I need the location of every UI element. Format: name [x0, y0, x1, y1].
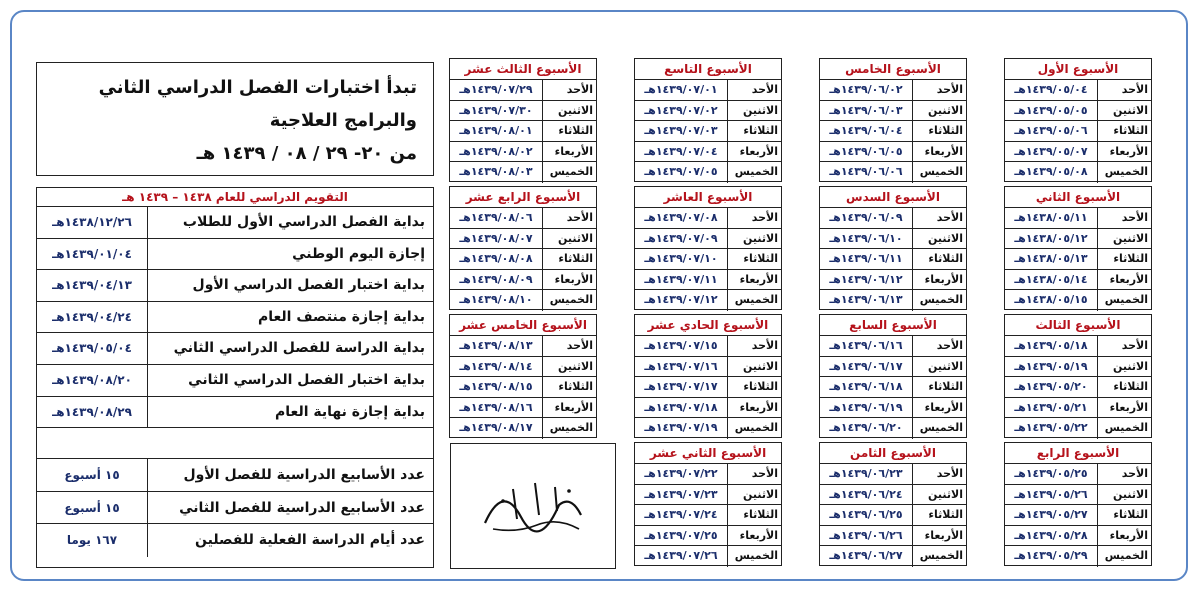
day-date: ١٤٣٩/٠٦/١١هـ: [829, 252, 903, 266]
day-name: الاثنين: [542, 357, 596, 377]
week-table: [449, 186, 597, 310]
week-day-row: [820, 208, 966, 229]
day-name: الاثنين: [727, 101, 781, 121]
day-date: ١٤٣٨/٠٥/١٥هـ: [1014, 293, 1088, 307]
week-day-row: [820, 249, 966, 270]
day-name: الاثنين: [912, 485, 966, 505]
day-name: الثلاثاء: [1097, 121, 1151, 141]
day-date: ١٤٣٩/٠٥/٢٢هـ: [1014, 421, 1088, 435]
day-date: ١٤٣٩/٠٧/١١هـ: [644, 272, 718, 286]
week-title: الأسبوع السدس: [820, 187, 966, 208]
day-name: الخميس: [1097, 418, 1151, 439]
week-day-row: [820, 229, 966, 250]
week-day-row: [820, 377, 966, 398]
day-name: الأحد: [912, 80, 966, 100]
announcement-line-2: والبرامج العلاجية: [269, 110, 417, 131]
day-name: الأربعاء: [1097, 398, 1151, 418]
day-name: الخميس: [912, 162, 966, 183]
day-name: الأربعاء: [912, 526, 966, 546]
week-day-row: [450, 290, 596, 311]
day-date: ١٤٣٩/٠٦/٠٣هـ: [829, 103, 903, 117]
day-date: ١٤٣٩/٠٥/٠٦هـ: [1014, 124, 1088, 138]
day-date: ١٤٣٩/٠٧/٠١هـ: [644, 83, 718, 96]
week-day-row: [820, 121, 966, 142]
day-date: ١٤٣٩/٠٧/١٠هـ: [644, 252, 718, 266]
day-name: الاثنين: [1097, 485, 1151, 505]
summary-value: ١٥ أسبوع: [64, 500, 120, 515]
day-date: ١٤٣٩/٠٧/١٩هـ: [644, 421, 718, 435]
week-title: الأسبوع الرابع: [1005, 443, 1151, 464]
week-day-row: [1005, 80, 1151, 101]
day-date: ١٤٣٩/٠٦/٢٠هـ: [829, 421, 903, 435]
day-date: ١٤٣٩/٠٧/٢٦هـ: [644, 549, 718, 563]
week-day-row: [450, 336, 596, 357]
week-day-row: [820, 162, 966, 183]
day-name: الثلاثاء: [727, 377, 781, 397]
week-day-row: [1005, 357, 1151, 378]
day-name: الخميس: [1097, 290, 1151, 311]
day-name: الاثنين: [727, 229, 781, 249]
week-title: الأسبوع الثاني: [1005, 187, 1151, 208]
day-name: الخميس: [912, 290, 966, 311]
day-name: الثلاثاء: [727, 505, 781, 525]
summary-value: ١٥ أسبوع: [64, 468, 120, 483]
week-title: الأسبوع الخامس عشر: [450, 315, 596, 336]
day-name: الثلاثاء: [912, 121, 966, 141]
day-name: الاثنين: [727, 485, 781, 505]
day-name: الثلاثاء: [912, 249, 966, 269]
day-date: ١٤٣٩/٠٨/٠٣هـ: [459, 165, 533, 179]
day-date: ١٤٣٩/٠٦/١٢هـ: [829, 272, 903, 286]
day-date: ١٤٣٨/٠٥/١٣هـ: [1014, 252, 1088, 266]
day-date: ١٤٣٩/٠٦/١٩هـ: [829, 400, 903, 414]
day-date: ١٤٣٩/٠٥/٢٥هـ: [1014, 467, 1088, 480]
day-date: ١٤٣٩/٠٦/١٦هـ: [829, 339, 903, 352]
day-name: الاثنين: [1097, 229, 1151, 249]
day-date: ١٤٣٩/٠٧/٠٢هـ: [644, 103, 718, 117]
week-day-row: [635, 229, 781, 250]
day-name: الأحد: [1097, 208, 1151, 228]
event-label: بداية الفصل الدراسي الأول للطلاب: [147, 207, 433, 238]
week-day-row: [450, 418, 596, 439]
event-label: بداية اختبار الفصل الدراسي الثاني: [147, 365, 433, 396]
calendar-event-row: [37, 239, 433, 271]
week-day-row: [1005, 162, 1151, 183]
week-day-row: [635, 121, 781, 142]
day-date: ١٤٣٩/٠٥/٢١هـ: [1014, 400, 1088, 414]
day-date: ١٤٣٩/٠٧/١٦هـ: [644, 359, 718, 373]
week-title: الأسبوع السابع: [820, 315, 966, 336]
week-day-row: [450, 229, 596, 250]
day-date: ١٤٣٩/٠٦/٠٩هـ: [829, 211, 903, 224]
day-name: الخميس: [727, 418, 781, 439]
calendar-spacer: [37, 428, 433, 459]
day-name: الأحد: [1097, 464, 1151, 484]
week-title: الأسبوع الحادي عشر: [635, 315, 781, 336]
day-date: ١٤٣٩/٠٨/١٤هـ: [459, 359, 533, 373]
week-title: الأسبوع الثاني عشر: [635, 443, 781, 464]
day-date: ١٤٣٩/٠٦/١٨هـ: [829, 380, 903, 394]
day-name: الأحد: [542, 336, 596, 356]
day-name: الأربعاء: [912, 398, 966, 418]
day-date: ١٤٣٩/٠٧/١٢هـ: [644, 293, 718, 307]
week-day-row: [820, 270, 966, 291]
calendar-event-row: [37, 397, 433, 429]
day-date: ١٤٣٩/٠٧/٢٣هـ: [644, 487, 718, 501]
week-title: الأسبوع الأول: [1005, 59, 1151, 80]
day-date: ١٤٣٩/٠٨/٠٢هـ: [459, 144, 533, 158]
day-date: ١٤٣٩/٠٥/٢٦هـ: [1014, 487, 1088, 501]
day-name: الأحد: [1097, 80, 1151, 100]
week-day-row: [450, 398, 596, 419]
week-day-row: [1005, 229, 1151, 250]
summary-value: ١٦٧ يوما: [66, 533, 118, 548]
week-day-row: [635, 290, 781, 311]
week-day-row: [450, 377, 596, 398]
day-date: ١٤٣٩/٠٥/١٨هـ: [1014, 339, 1088, 352]
day-date: ١٤٣٩/٠٦/٠٦هـ: [829, 165, 903, 179]
day-name: الأربعاء: [542, 398, 596, 418]
day-name: الاثنين: [912, 101, 966, 121]
day-name: الأحد: [542, 80, 596, 100]
day-name: الثلاثاء: [1097, 377, 1151, 397]
day-name: الأربعاء: [1097, 270, 1151, 290]
week-day-row: [635, 546, 781, 567]
week-day-row: [635, 505, 781, 526]
greeting-box: [450, 443, 616, 569]
calligraphy-greeting: [473, 471, 593, 541]
summary-label: عدد الأسابيع الدراسية للفصل الأول: [147, 459, 433, 491]
day-name: الثلاثاء: [727, 249, 781, 269]
event-label: بداية إجازة نهاية العام: [147, 397, 433, 428]
day-date: ١٤٣٩/٠٦/١٠هـ: [829, 231, 903, 245]
day-name: الأحد: [1097, 336, 1151, 356]
week-day-row: [635, 249, 781, 270]
week-day-row: [1005, 270, 1151, 291]
day-date: ١٤٣٩/٠٦/١٧هـ: [829, 359, 903, 373]
day-date: ١٤٣٩/٠٦/٢٣هـ: [829, 467, 903, 480]
week-day-row: [635, 464, 781, 485]
announcement-line-1: تبدأ اختبارات الفصل الدراسي الثاني: [98, 77, 417, 98]
event-date: ١٤٣٩/٠٨/٢٩هـ: [52, 404, 132, 419]
calligraphy-dot: [501, 499, 505, 503]
day-date: ١٤٣٩/٠٧/٠٨هـ: [644, 211, 718, 224]
academic-calendar: [36, 187, 434, 568]
day-name: الثلاثاء: [1097, 249, 1151, 269]
week-day-row: [820, 398, 966, 419]
week-day-row: [820, 526, 966, 547]
week-day-row: [450, 208, 596, 229]
day-name: الأربعاء: [1097, 142, 1151, 162]
summary-row: [37, 524, 433, 557]
day-name: الخميس: [542, 418, 596, 439]
day-name: الخميس: [542, 290, 596, 311]
day-date: ١٤٣٩/٠٨/٠٨هـ: [459, 252, 533, 266]
week-day-row: [820, 505, 966, 526]
week-table: [634, 314, 782, 438]
day-name: الأربعاء: [727, 526, 781, 546]
day-date: ١٤٣٩/٠٧/٢٩هـ: [459, 83, 533, 96]
day-name: الاثنين: [912, 229, 966, 249]
day-date: ١٤٣٩/٠٥/٢٠هـ: [1014, 380, 1088, 394]
day-date: ١٤٣٩/٠٨/١٥هـ: [459, 380, 533, 394]
day-date: ١٤٣٩/٠٧/٠٩هـ: [644, 231, 718, 245]
week-day-row: [1005, 464, 1151, 485]
week-day-row: [820, 101, 966, 122]
week-table: [1004, 442, 1152, 566]
day-name: الاثنين: [727, 357, 781, 377]
calendar-event-row: [37, 207, 433, 239]
week-day-row: [820, 290, 966, 311]
week-day-row: [1005, 418, 1151, 439]
day-date: ١٤٣٩/٠٥/٢٧هـ: [1014, 508, 1088, 522]
week-day-row: [1005, 526, 1151, 547]
day-name: الأربعاء: [542, 142, 596, 162]
day-name: الاثنين: [542, 101, 596, 121]
day-date: ١٤٣٩/٠٧/٢٥هـ: [644, 528, 718, 542]
summary-label: عدد أيام الدراسة الفعلية للفصلين: [147, 524, 433, 557]
week-table: [819, 186, 967, 310]
week-table: [634, 186, 782, 310]
week-title: الأسبوع الثامن: [820, 443, 966, 464]
day-name: الأربعاء: [727, 398, 781, 418]
day-date: ١٤٣٩/٠٥/٠٧هـ: [1014, 144, 1088, 158]
week-day-row: [1005, 249, 1151, 270]
week-day-row: [820, 546, 966, 567]
day-date: ١٤٣٩/٠٦/٢٦هـ: [829, 528, 903, 542]
day-date: ١٤٣٩/٠٨/٠٧هـ: [459, 231, 533, 245]
day-name: الاثنين: [542, 229, 596, 249]
event-label: بداية الدراسة للفصل الدراسي الثاني: [147, 333, 433, 364]
day-date: ١٤٣٩/٠٧/١٧هـ: [644, 380, 718, 394]
event-date: ١٤٣٩/٠٤/١٣هـ: [52, 278, 132, 293]
week-day-row: [635, 398, 781, 419]
week-day-row: [1005, 290, 1151, 311]
day-date: ١٤٣٩/٠٧/٣٠هـ: [459, 103, 533, 117]
day-date: ١٤٣٩/٠٧/٢٤هـ: [644, 508, 718, 522]
day-name: الثلاثاء: [912, 377, 966, 397]
event-date: ١٤٣٨/١٢/٢٦هـ: [52, 215, 132, 229]
calendar-event-row: [37, 270, 433, 302]
week-day-row: [635, 357, 781, 378]
announcement-line-3: من ٢٠- ٢٩ / ٠٨ / ١٤٣٩ هـ: [196, 143, 417, 164]
day-date: ١٤٣٨/٠٥/١١هـ: [1014, 211, 1088, 224]
day-name: الخميس: [727, 546, 781, 567]
day-name: الاثنين: [1097, 357, 1151, 377]
week-table: [1004, 314, 1152, 438]
day-date: ١٤٣٩/٠٧/٢٢هـ: [644, 467, 718, 480]
day-date: ١٤٣٨/٠٥/١٤هـ: [1014, 272, 1088, 286]
week-day-row: [820, 464, 966, 485]
week-day-row: [450, 270, 596, 291]
event-date: ١٤٣٩/٠٨/٢٠هـ: [52, 372, 132, 387]
day-date: ١٤٣٩/٠٥/٠٤هـ: [1014, 83, 1088, 96]
event-label: بداية اختبار الفصل الدراسي الأول: [147, 270, 433, 301]
summary-row: [37, 492, 433, 525]
week-table: [449, 314, 597, 438]
week-day-row: [450, 249, 596, 270]
week-day-row: [450, 121, 596, 142]
day-date: ١٤٣٩/٠٥/١٩هـ: [1014, 359, 1088, 373]
day-name: الخميس: [727, 290, 781, 311]
week-day-row: [450, 142, 596, 163]
day-name: الأحد: [912, 336, 966, 356]
week-table: [1004, 58, 1152, 182]
day-date: ١٤٣٩/٠٥/٢٩هـ: [1014, 549, 1088, 563]
day-date: ١٤٣٩/٠٨/٠٦هـ: [459, 211, 533, 224]
day-name: الاثنين: [1097, 101, 1151, 121]
day-name: الأحد: [727, 336, 781, 356]
week-table: [819, 442, 967, 566]
week-day-row: [820, 418, 966, 439]
week-day-row: [635, 101, 781, 122]
week-day-row: [635, 208, 781, 229]
day-name: الأحد: [542, 208, 596, 228]
summary-label: عدد الأسابيع الدراسية للفصل الثاني: [147, 492, 433, 524]
day-date: ١٤٣٩/٠٧/١٨هـ: [644, 400, 718, 414]
week-day-row: [635, 485, 781, 506]
day-date: ١٤٣٩/٠٨/١٦هـ: [459, 400, 533, 414]
day-date: ١٤٣٩/٠٨/١٣هـ: [459, 339, 533, 352]
week-day-row: [1005, 398, 1151, 419]
week-day-row: [1005, 505, 1151, 526]
week-day-row: [820, 336, 966, 357]
week-day-row: [820, 142, 966, 163]
week-day-row: [1005, 336, 1151, 357]
week-title: الأسبوع العاشر: [635, 187, 781, 208]
week-day-row: [635, 377, 781, 398]
week-day-row: [635, 162, 781, 183]
day-date: ١٤٣٩/٠٧/١٥هـ: [644, 339, 718, 352]
day-date: ١٤٣٩/٠٧/٠٤هـ: [644, 144, 718, 158]
week-table: [634, 58, 782, 182]
day-date: ١٤٣٩/٠٥/٠٨هـ: [1014, 165, 1088, 179]
week-title: الأسبوع الخامس: [820, 59, 966, 80]
week-table: [819, 58, 967, 182]
day-name: الأحد: [727, 208, 781, 228]
calendar-event-row: [37, 333, 433, 365]
calligraphy-baseline: [493, 522, 579, 531]
week-day-row: [1005, 208, 1151, 229]
week-day-row: [635, 80, 781, 101]
day-name: الأربعاء: [542, 270, 596, 290]
day-date: ١٤٣٩/٠٦/٢٤هـ: [829, 487, 903, 501]
week-day-row: [635, 526, 781, 547]
calligraphy-dot: [567, 489, 571, 493]
day-date: ١٤٣٩/٠٥/٠٥هـ: [1014, 103, 1088, 117]
day-name: الأربعاء: [727, 142, 781, 162]
week-day-row: [635, 142, 781, 163]
week-day-row: [1005, 121, 1151, 142]
day-date: ١٤٣٩/٠٥/٢٨هـ: [1014, 528, 1088, 542]
day-name: الثلاثاء: [912, 505, 966, 525]
day-date: ١٤٣٩/٠٧/٠٥هـ: [644, 165, 718, 179]
day-name: الثلاثاء: [542, 121, 596, 141]
week-day-row: [1005, 101, 1151, 122]
day-name: الخميس: [727, 162, 781, 183]
week-day-row: [635, 418, 781, 439]
calendar-event-row: [37, 302, 433, 334]
week-day-row: [820, 357, 966, 378]
day-name: الخميس: [542, 162, 596, 183]
week-day-row: [450, 80, 596, 101]
day-date: ١٤٣٩/٠٨/٠١هـ: [459, 124, 533, 138]
day-date: ١٤٣٩/٠٨/٠٩هـ: [459, 272, 533, 286]
week-day-row: [820, 485, 966, 506]
event-label: إجازة اليوم الوطني: [147, 239, 433, 270]
day-date: ١٤٣٩/٠٦/٠٢هـ: [829, 83, 903, 96]
week-day-row: [635, 336, 781, 357]
week-table: [819, 314, 967, 438]
day-date: ١٤٣٩/٠٦/٢٥هـ: [829, 508, 903, 522]
day-name: الخميس: [1097, 546, 1151, 567]
day-name: الثلاثاء: [727, 121, 781, 141]
calendar-event-row: [37, 365, 433, 397]
event-label: بداية إجازة منتصف العام: [147, 302, 433, 333]
week-day-row: [820, 80, 966, 101]
week-day-row: [450, 101, 596, 122]
event-date: ١٤٣٩/٠١/٠٤هـ: [52, 246, 132, 261]
week-day-row: [1005, 142, 1151, 163]
day-date: ١٤٣٩/٠٦/٠٤هـ: [829, 124, 903, 138]
day-name: الأحد: [912, 464, 966, 484]
day-date: ١٤٣٩/٠٨/١٠هـ: [459, 293, 533, 307]
day-name: الثلاثاء: [542, 377, 596, 397]
calendar-heading: التقويم الدراسي للعام ١٤٣٨ – ١٤٣٩ هـ: [37, 188, 433, 207]
summary-row: [37, 459, 433, 492]
day-date: ١٤٣٩/٠٧/٠٣هـ: [644, 124, 718, 138]
week-day-row: [450, 357, 596, 378]
day-name: الأربعاء: [1097, 526, 1151, 546]
day-date: ١٤٣٩/٠٦/٢٧هـ: [829, 549, 903, 563]
day-name: الأربعاء: [727, 270, 781, 290]
event-date: ١٤٣٩/٠٤/٢٤هـ: [52, 309, 132, 324]
day-name: الأحد: [912, 208, 966, 228]
day-name: الثلاثاء: [542, 249, 596, 269]
day-date: ١٤٣٩/٠٨/١٧هـ: [459, 421, 533, 435]
week-title: الأسبوع الثالث: [1005, 315, 1151, 336]
week-table: [449, 58, 597, 182]
day-name: الأربعاء: [912, 142, 966, 162]
exam-announcement: [36, 62, 434, 176]
week-day-row: [1005, 485, 1151, 506]
day-name: الثلاثاء: [1097, 505, 1151, 525]
day-date: ١٤٣٨/٠٥/١٢هـ: [1014, 231, 1088, 245]
week-day-row: [1005, 377, 1151, 398]
day-name: الخميس: [912, 546, 966, 567]
week-day-row: [1005, 546, 1151, 567]
week-table: [634, 442, 782, 566]
week-table: [1004, 186, 1152, 310]
week-title: الأسبوع التاسع: [635, 59, 781, 80]
day-date: ١٤٣٩/٠٦/٠٥هـ: [829, 144, 903, 158]
day-name: الأحد: [727, 464, 781, 484]
week-day-row: [635, 270, 781, 291]
week-title: الأسبوع الثالث عشر: [450, 59, 596, 80]
event-date: ١٤٣٩/٠٥/٠٤هـ: [52, 341, 132, 356]
day-name: الخميس: [912, 418, 966, 439]
day-name: الخميس: [1097, 162, 1151, 183]
day-date: ١٤٣٩/٠٦/١٣هـ: [829, 293, 903, 307]
day-name: الاثنين: [912, 357, 966, 377]
week-day-row: [450, 162, 596, 183]
day-name: الأربعاء: [912, 270, 966, 290]
week-title: الأسبوع الرابع عشر: [450, 187, 596, 208]
day-name: الأحد: [727, 80, 781, 100]
